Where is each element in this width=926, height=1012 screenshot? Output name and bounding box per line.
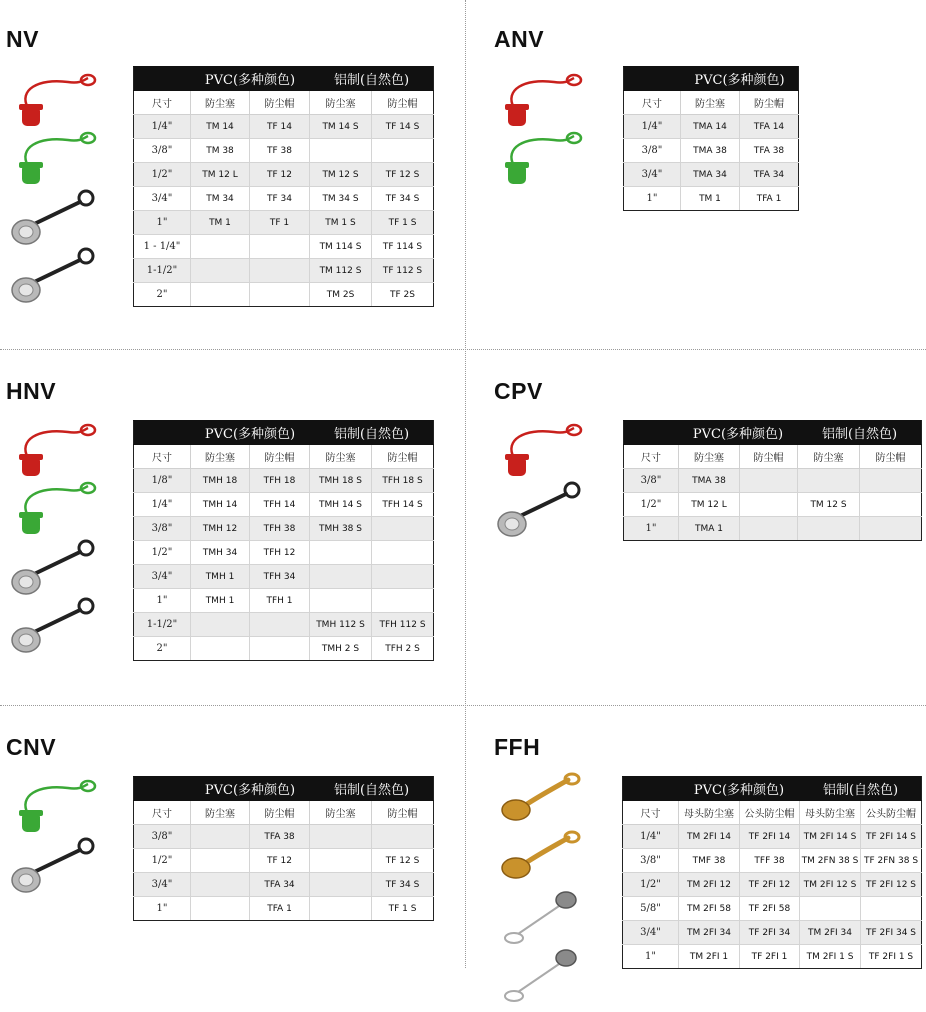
pvc-group-header: PVC(多种颜色)	[679, 777, 800, 801]
part-number-cell: TMH 34	[191, 541, 250, 565]
row-divider-1	[0, 349, 926, 350]
part-number-cell	[800, 897, 861, 921]
group-header-blank	[623, 777, 679, 801]
part-number-cell	[860, 493, 922, 517]
column-header-row	[134, 91, 434, 115]
part-number-cell: TF 12 S	[372, 163, 434, 187]
part-number-cell	[310, 897, 372, 921]
part-number-cell: TFH 1	[250, 589, 310, 613]
part-number-cell: TMA 14	[681, 115, 740, 139]
table-row	[134, 211, 434, 235]
part-number-cell: TMH 2 S	[310, 637, 372, 661]
grey-dust-cap-icon	[494, 944, 594, 1002]
part-number-cell: TF 2FI 1	[740, 945, 800, 969]
column-header-size: 尺寸	[623, 801, 679, 825]
cnv-title: CNV	[6, 734, 57, 760]
table-row	[134, 139, 434, 163]
table-row	[134, 825, 434, 849]
part-number-cell: TF 34 S	[372, 873, 434, 897]
pvc-group-header: PVC(多种颜色)	[679, 421, 798, 445]
group-header-row	[624, 421, 922, 445]
part-number-cell: TM 12 S	[310, 163, 372, 187]
size-cell: 3/8"	[134, 825, 191, 849]
part-number-cell: TM 38	[191, 139, 250, 163]
size-cell: 1"	[134, 897, 191, 921]
part-number-cell: TF 1	[250, 211, 310, 235]
part-number-cell: TM 12 L	[679, 493, 740, 517]
part-number-cell: TM 114 S	[310, 235, 372, 259]
table-row	[624, 493, 922, 517]
column-header-size: 尺寸	[624, 91, 681, 115]
column-header-plug: 防尘塞	[191, 801, 250, 825]
size-cell: 1/4"	[134, 493, 191, 517]
part-number-cell	[191, 873, 250, 897]
part-number-cell: TF 14	[250, 115, 310, 139]
part-number-cell: TMH 14 S	[310, 493, 372, 517]
column-header-plug: 防尘塞	[310, 445, 372, 469]
part-number-cell: TF 2FI 1 S	[861, 945, 922, 969]
hnv-title: HNV	[6, 378, 57, 404]
part-number-cell: TFF 38	[740, 849, 800, 873]
group-header-blank	[134, 777, 191, 801]
part-number-cell: TM 34 S	[310, 187, 372, 211]
table-row	[134, 589, 434, 613]
part-number-cell	[310, 541, 372, 565]
column-header-cap: 防尘帽	[372, 801, 434, 825]
aluminium-group-header: 铝制(自然色)	[800, 777, 922, 801]
part-number-cell: TM 2FI 34	[800, 921, 861, 945]
column-header-cap: 防尘帽	[250, 801, 310, 825]
part-number-cell: TF 14 S	[372, 115, 434, 139]
part-number-cell	[191, 897, 250, 921]
part-number-cell	[860, 469, 922, 493]
pvc-group-header: PVC(多种颜色)	[191, 67, 310, 91]
grey-dust-cap-icon	[494, 886, 594, 944]
part-number-cell: TM 1	[191, 211, 250, 235]
part-number-cell	[250, 283, 310, 307]
column-header-row	[623, 801, 922, 825]
part-number-cell: TM 2FI 1	[679, 945, 740, 969]
part-number-cell	[310, 825, 372, 849]
part-number-cell: TF 34	[250, 187, 310, 211]
part-number-cell: TM 1	[681, 187, 740, 211]
part-number-cell: TF 38	[250, 139, 310, 163]
table-row	[623, 921, 922, 945]
part-number-cell: TM 34	[191, 187, 250, 211]
column-header-plug: 防尘塞	[310, 91, 372, 115]
nv-title: NV	[6, 26, 39, 52]
part-number-cell	[740, 493, 798, 517]
metal-dust-cap-icon	[8, 186, 108, 244]
column-header-row	[624, 91, 799, 115]
cnv-spec-table	[133, 776, 434, 921]
part-number-cell: TMH 1	[191, 565, 250, 589]
column-header-plug: 防尘塞	[681, 91, 740, 115]
column-header-row	[624, 445, 922, 469]
table-row	[624, 469, 922, 493]
part-number-cell: TFH 14	[250, 493, 310, 517]
brass-dust-cap-icon	[494, 828, 594, 886]
part-number-cell	[740, 517, 798, 541]
part-number-cell: TF 2S	[372, 283, 434, 307]
cpv-spec-table	[623, 420, 922, 541]
part-number-cell: TFH 18 S	[372, 469, 434, 493]
size-cell: 1/2"	[624, 493, 679, 517]
part-number-cell: TM 112 S	[310, 259, 372, 283]
table-row	[134, 517, 434, 541]
part-number-cell	[310, 849, 372, 873]
table-row	[624, 187, 799, 211]
green-dust-cap-icon	[494, 128, 594, 186]
table-row	[624, 139, 799, 163]
table-row	[134, 613, 434, 637]
table-row	[624, 115, 799, 139]
pvc-group-header: PVC(多种颜色)	[191, 777, 310, 801]
red-dust-cap-icon	[494, 420, 594, 478]
part-number-cell	[372, 541, 434, 565]
size-cell: 1/2"	[134, 849, 191, 873]
column-header-cap: 防尘帽	[372, 91, 434, 115]
table-row	[624, 517, 922, 541]
ffh-product-images	[494, 770, 594, 1002]
cpv-title: CPV	[494, 378, 543, 404]
part-number-cell: TF 2FI 12 S	[861, 873, 922, 897]
size-cell: 1-1/2"	[134, 259, 191, 283]
part-number-cell: TFH 38	[250, 517, 310, 541]
column-header-size: 尺寸	[134, 445, 191, 469]
part-number-cell: TM 2FI 12 S	[800, 873, 861, 897]
column-header-cap: 防尘帽	[860, 445, 922, 469]
table-row	[134, 637, 434, 661]
metal-dust-cap-icon	[8, 244, 108, 302]
part-number-cell: TMA 38	[679, 469, 740, 493]
ffh-title: FFH	[494, 734, 541, 760]
part-number-cell: TMH 112 S	[310, 613, 372, 637]
size-cell: 2"	[134, 283, 191, 307]
part-number-cell: TM 1 S	[310, 211, 372, 235]
size-cell: 1/2"	[623, 873, 679, 897]
part-number-cell	[372, 825, 434, 849]
part-number-cell: TF 1 S	[372, 897, 434, 921]
column-header-cap: 防尘帽	[740, 445, 798, 469]
part-number-cell: TFA 1	[740, 187, 799, 211]
part-number-cell: TF 1 S	[372, 211, 434, 235]
table-row	[623, 849, 922, 873]
part-number-cell	[310, 589, 372, 613]
part-number-cell: TM 12 L	[191, 163, 250, 187]
table-row	[134, 897, 434, 921]
part-number-cell: TFA 1	[250, 897, 310, 921]
part-number-cell	[191, 283, 250, 307]
part-number-cell: TF 12	[250, 163, 310, 187]
anv-product-images	[494, 70, 594, 186]
part-number-cell: TF 2FI 34 S	[861, 921, 922, 945]
part-number-cell: TMH 1	[191, 589, 250, 613]
table-row	[134, 849, 434, 873]
pvc-group-header: PVC(多种颜色)	[681, 67, 799, 91]
green-dust-cap-icon	[8, 776, 108, 834]
table-row	[134, 541, 434, 565]
part-number-cell	[798, 469, 860, 493]
part-number-cell	[372, 139, 434, 163]
part-number-cell: TMH 12	[191, 517, 250, 541]
part-number-cell: TM 2FI 1 S	[800, 945, 861, 969]
size-cell: 1/4"	[623, 825, 679, 849]
column-header-size: 尺寸	[624, 445, 679, 469]
column-header-cap: 防尘帽	[372, 445, 434, 469]
green-dust-cap-icon	[8, 478, 108, 536]
row-divider-2	[0, 705, 926, 706]
table-row	[624, 163, 799, 187]
part-number-cell: TFA 14	[740, 115, 799, 139]
part-number-cell	[191, 235, 250, 259]
part-number-cell: TM 14 S	[310, 115, 372, 139]
group-header-row	[623, 777, 922, 801]
part-number-cell	[372, 589, 434, 613]
part-number-cell: TF 2FI 34	[740, 921, 800, 945]
table-row	[623, 873, 922, 897]
size-cell: 2"	[134, 637, 191, 661]
part-number-cell	[798, 517, 860, 541]
red-dust-cap-icon	[8, 420, 108, 478]
size-cell: 1/4"	[624, 115, 681, 139]
aluminium-group-header: 铝制(自然色)	[798, 421, 922, 445]
hnv-product-images	[8, 420, 108, 652]
ffh-spec-table	[622, 776, 922, 969]
red-dust-cap-icon	[494, 70, 594, 128]
size-cell: 1"	[623, 945, 679, 969]
group-header-row	[134, 421, 434, 445]
part-number-cell: TF 112 S	[372, 259, 434, 283]
part-number-cell	[250, 613, 310, 637]
column-header-cap: 防尘帽	[250, 445, 310, 469]
size-cell: 1"	[624, 187, 681, 211]
part-number-cell: TMA 34	[681, 163, 740, 187]
part-number-cell: TF 114 S	[372, 235, 434, 259]
metal-dust-cap-icon	[494, 478, 594, 536]
brass-dust-cap-icon	[494, 770, 594, 828]
part-number-cell: TFA 38	[250, 825, 310, 849]
part-number-cell: TFH 2 S	[372, 637, 434, 661]
size-cell: 1"	[134, 211, 191, 235]
table-row	[134, 469, 434, 493]
red-dust-cap-icon	[8, 70, 108, 128]
group-header-row	[624, 67, 799, 91]
group-header-blank	[134, 67, 191, 91]
column-header-cap: 防尘帽	[250, 91, 310, 115]
table-row	[134, 283, 434, 307]
part-number-cell: TM 2FI 14	[679, 825, 740, 849]
pvc-group-header: PVC(多种颜色)	[191, 421, 310, 445]
column-header-plug: 防尘塞	[679, 445, 740, 469]
table-row	[623, 825, 922, 849]
table-row	[134, 873, 434, 897]
part-number-cell	[191, 849, 250, 873]
part-number-cell: TM 2FI 34	[679, 921, 740, 945]
size-cell: 3/4"	[134, 565, 191, 589]
green-dust-cap-icon	[8, 128, 108, 186]
part-number-cell: TMH 18	[191, 469, 250, 493]
part-number-cell: TFH 18	[250, 469, 310, 493]
size-cell: 1/2"	[134, 163, 191, 187]
size-cell: 3/4"	[623, 921, 679, 945]
part-number-cell: TFH 112 S	[372, 613, 434, 637]
part-number-cell: TFA 38	[740, 139, 799, 163]
column-header-female-plug: 母头防尘塞	[679, 801, 740, 825]
part-number-cell: TM 12 S	[798, 493, 860, 517]
hnv-spec-table	[133, 420, 434, 661]
size-cell: 1"	[134, 589, 191, 613]
aluminium-group-header: 铝制(自然色)	[310, 67, 434, 91]
nv-product-images	[8, 70, 108, 302]
part-number-cell	[191, 259, 250, 283]
part-number-cell	[250, 235, 310, 259]
table-row	[134, 565, 434, 589]
part-number-cell	[250, 637, 310, 661]
size-cell: 3/8"	[134, 139, 191, 163]
column-header-plug: 防尘塞	[798, 445, 860, 469]
cnv-product-images	[8, 776, 108, 892]
table-row	[134, 163, 434, 187]
part-number-cell: TMA 38	[681, 139, 740, 163]
part-number-cell	[372, 565, 434, 589]
size-cell: 3/8"	[623, 849, 679, 873]
table-row	[134, 259, 434, 283]
part-number-cell	[191, 613, 250, 637]
group-header-blank	[624, 67, 681, 91]
table-row	[623, 897, 922, 921]
column-header-row	[134, 801, 434, 825]
part-number-cell: TM 2FI 12	[679, 873, 740, 897]
part-number-cell	[861, 897, 922, 921]
size-cell: 1/4"	[134, 115, 191, 139]
group-header-blank	[134, 421, 191, 445]
size-cell: 3/4"	[624, 163, 681, 187]
column-header-male-cap: 公头防尘帽	[740, 801, 800, 825]
column-header-plug: 防尘塞	[191, 445, 250, 469]
center-divider	[465, 0, 466, 968]
part-number-cell	[191, 637, 250, 661]
part-number-cell: TF 2FN 38 S	[861, 849, 922, 873]
table-row	[623, 945, 922, 969]
part-number-cell: TM 2S	[310, 283, 372, 307]
part-number-cell: TM 2FI 58	[679, 897, 740, 921]
part-number-cell: TMH 14	[191, 493, 250, 517]
table-row	[134, 235, 434, 259]
part-number-cell: TMF 38	[679, 849, 740, 873]
size-cell: 3/8"	[624, 139, 681, 163]
part-number-cell: TFH 34	[250, 565, 310, 589]
part-number-cell: TF 12	[250, 849, 310, 873]
part-number-cell: TF 2FI 14	[740, 825, 800, 849]
column-header-plug: 防尘塞	[191, 91, 250, 115]
aluminium-group-header: 铝制(自然色)	[310, 777, 434, 801]
column-header-plug: 防尘塞	[310, 801, 372, 825]
anv-spec-table	[623, 66, 799, 211]
part-number-cell: TF 34 S	[372, 187, 434, 211]
part-number-cell: TFH 12	[250, 541, 310, 565]
size-cell: 1"	[624, 517, 679, 541]
part-number-cell: TF 2FI 58	[740, 897, 800, 921]
part-number-cell: TFH 14 S	[372, 493, 434, 517]
column-header-female-plug: 母头防尘塞	[800, 801, 861, 825]
cpv-product-images	[494, 420, 594, 536]
part-number-cell	[191, 825, 250, 849]
size-cell: 1/2"	[134, 541, 191, 565]
group-header-row	[134, 777, 434, 801]
part-number-cell	[310, 139, 372, 163]
size-cell: 5/8"	[623, 897, 679, 921]
part-number-cell	[310, 565, 372, 589]
part-number-cell: TM 2FI 14 S	[800, 825, 861, 849]
column-header-row	[134, 445, 434, 469]
aluminium-group-header: 铝制(自然色)	[310, 421, 434, 445]
part-number-cell: TM 2FN 38 S	[800, 849, 861, 873]
size-cell: 1-1/2"	[134, 613, 191, 637]
table-row	[134, 493, 434, 517]
size-cell: 1/8"	[134, 469, 191, 493]
part-number-cell: TMA 1	[679, 517, 740, 541]
part-number-cell: TF 12 S	[372, 849, 434, 873]
column-header-male-cap: 公头防尘帽	[861, 801, 922, 825]
size-cell: 1 - 1/4"	[134, 235, 191, 259]
size-cell: 3/8"	[134, 517, 191, 541]
part-number-cell: TFA 34	[740, 163, 799, 187]
column-header-size: 尺寸	[134, 801, 191, 825]
part-number-cell	[250, 259, 310, 283]
part-number-cell: TFA 34	[250, 873, 310, 897]
size-cell: 3/4"	[134, 187, 191, 211]
group-header-blank	[624, 421, 679, 445]
size-cell: 3/4"	[134, 873, 191, 897]
metal-dust-cap-icon	[8, 594, 108, 652]
part-number-cell	[372, 517, 434, 541]
size-cell: 3/8"	[624, 469, 679, 493]
part-number-cell: TM 14	[191, 115, 250, 139]
part-number-cell: TMH 18 S	[310, 469, 372, 493]
table-row	[134, 187, 434, 211]
metal-dust-cap-icon	[8, 536, 108, 594]
column-header-size: 尺寸	[134, 91, 191, 115]
anv-title: ANV	[494, 26, 545, 52]
part-number-cell	[310, 873, 372, 897]
part-number-cell: TF 2FI 12	[740, 873, 800, 897]
table-row	[134, 115, 434, 139]
column-header-cap: 防尘帽	[740, 91, 799, 115]
part-number-cell	[860, 517, 922, 541]
part-number-cell: TF 2FI 14 S	[861, 825, 922, 849]
group-header-row	[134, 67, 434, 91]
metal-dust-cap-icon	[8, 834, 108, 892]
part-number-cell: TMH 38 S	[310, 517, 372, 541]
part-number-cell	[740, 469, 798, 493]
nv-spec-table	[133, 66, 434, 307]
